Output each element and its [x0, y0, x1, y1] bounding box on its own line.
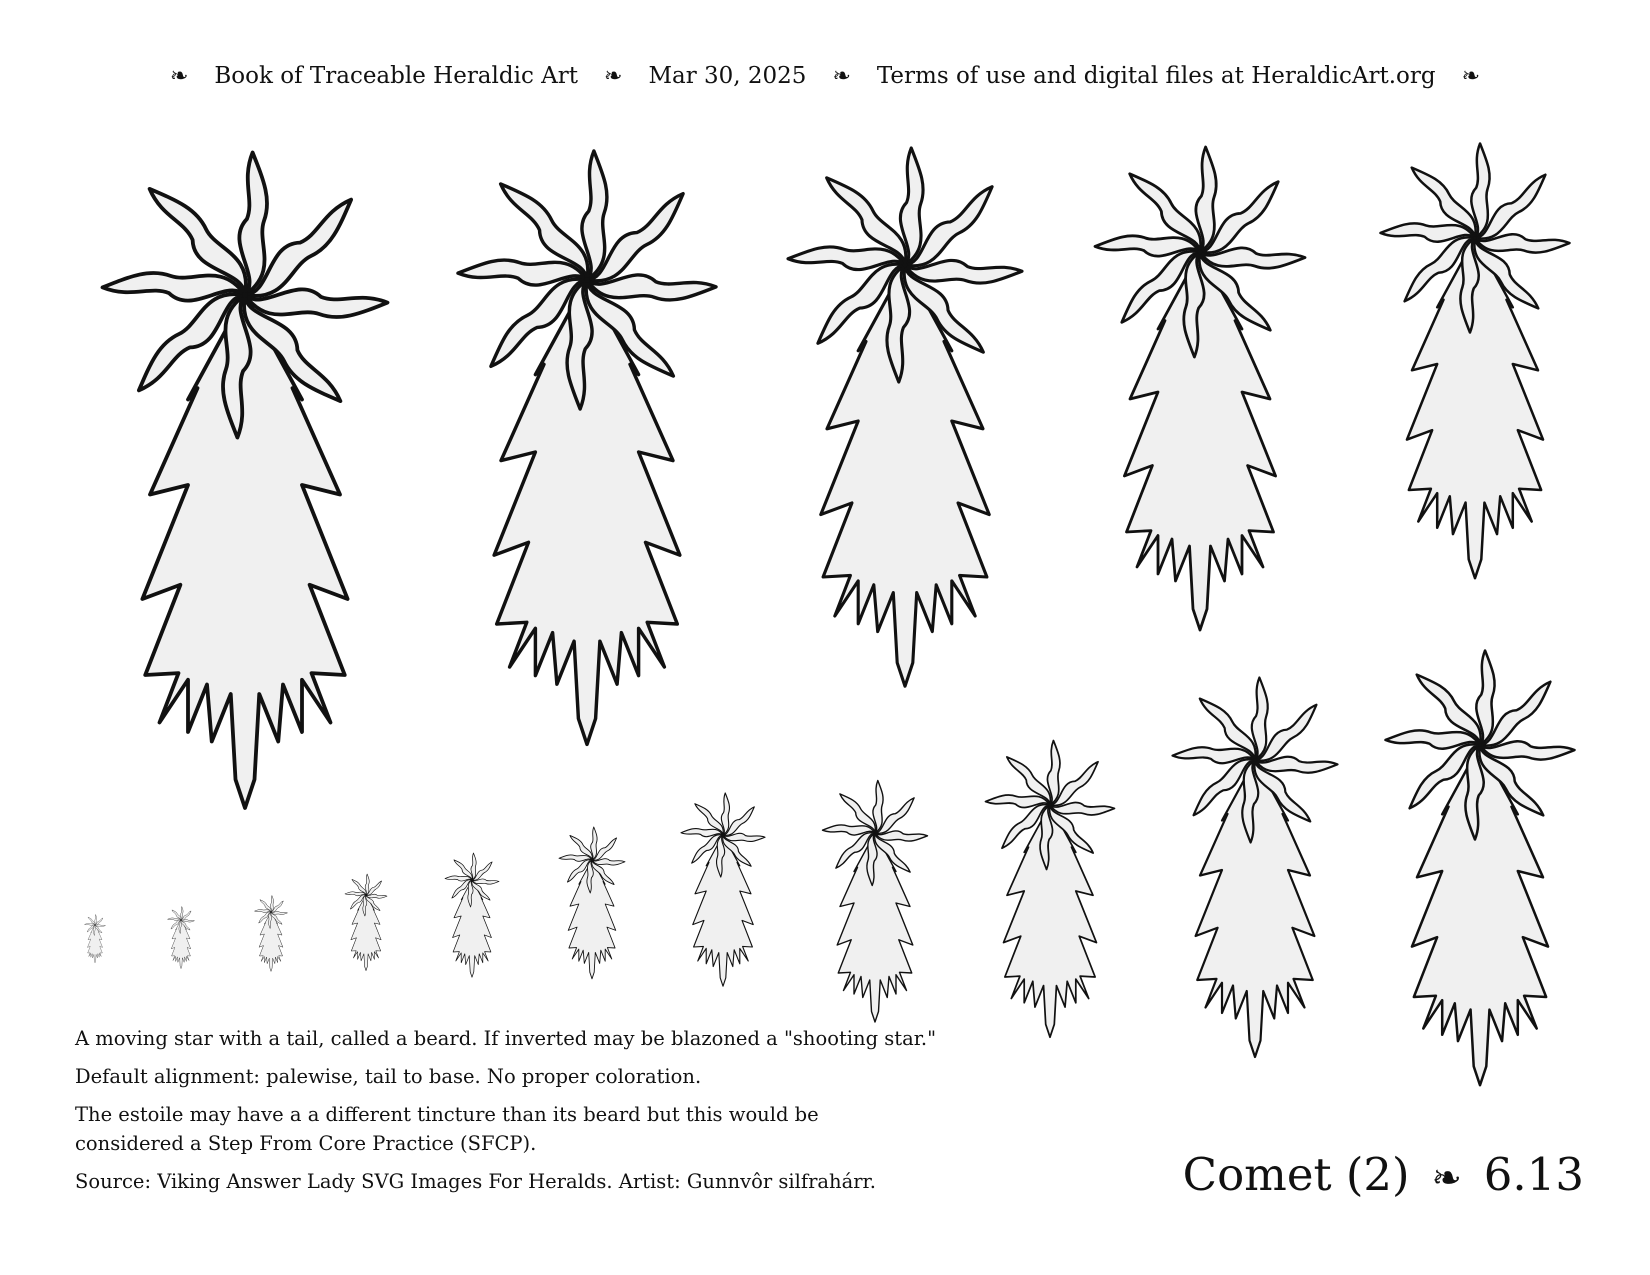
comet-figure-medium-7 — [1173, 678, 1338, 1058]
comet-figure-small-10 — [681, 793, 765, 986]
plate-name: Comet (2) — [1182, 1148, 1410, 1201]
description-line: The estoile may have a a different tincture than its beard but this would be considered a Step From Core Practice (SFCP). — [75, 1103, 819, 1155]
fleuron-ornament-icon: ❧ — [1461, 63, 1481, 89]
header-date: Mar 30, 2025 — [648, 63, 807, 89]
comet-figure-small-11 — [559, 827, 625, 979]
comet-figure-large-5 — [1381, 144, 1570, 579]
plate-title — [1183, 1148, 1584, 1201]
fleuron-ornament-icon: ❧ — [832, 63, 851, 89]
book-title: Book of Traceable Heraldic Art — [214, 63, 578, 89]
comet-figure-small-14 — [255, 896, 288, 972]
comet-figure-small-13 — [345, 874, 387, 971]
description-line: A moving star with a tail, called a beard. If inverted may be blazoned a "shooting star." — [75, 1027, 937, 1050]
fleuron-ornament-icon: ❧ — [169, 63, 189, 89]
comet-figure-large-4 — [1095, 147, 1305, 630]
comet-figure-large-2 — [458, 151, 716, 744]
comet-figure-small-12 — [445, 853, 499, 977]
description-line: Default alignment: palewise, tail to base. No proper coloration. — [75, 1065, 702, 1088]
fleuron-ornament-icon: ❧ — [1431, 1158, 1462, 1199]
description-block — [75, 1024, 1005, 1205]
comet-figure-small-16 — [85, 915, 106, 963]
fleuron-ornament-icon: ❧ — [604, 63, 623, 89]
comet-figure-small-9 — [823, 781, 928, 1023]
source-credit: Source: Viking Answer Lady SVG Images For Heralds. Artist: Gunnvôr silfrahárr. — [75, 1170, 876, 1193]
terms-link[interactable]: Terms of use and digital files at HeraldicArt.org — [876, 63, 1436, 89]
comet-figure-large-3 — [788, 148, 1022, 686]
comet-figure-small-15 — [168, 907, 195, 969]
comet-figure-large-1 — [102, 153, 387, 809]
comet-figure-medium-8 — [986, 741, 1115, 1038]
comet-figure-medium-6 — [1386, 651, 1575, 1086]
plate-number: 6.13 — [1483, 1148, 1584, 1201]
